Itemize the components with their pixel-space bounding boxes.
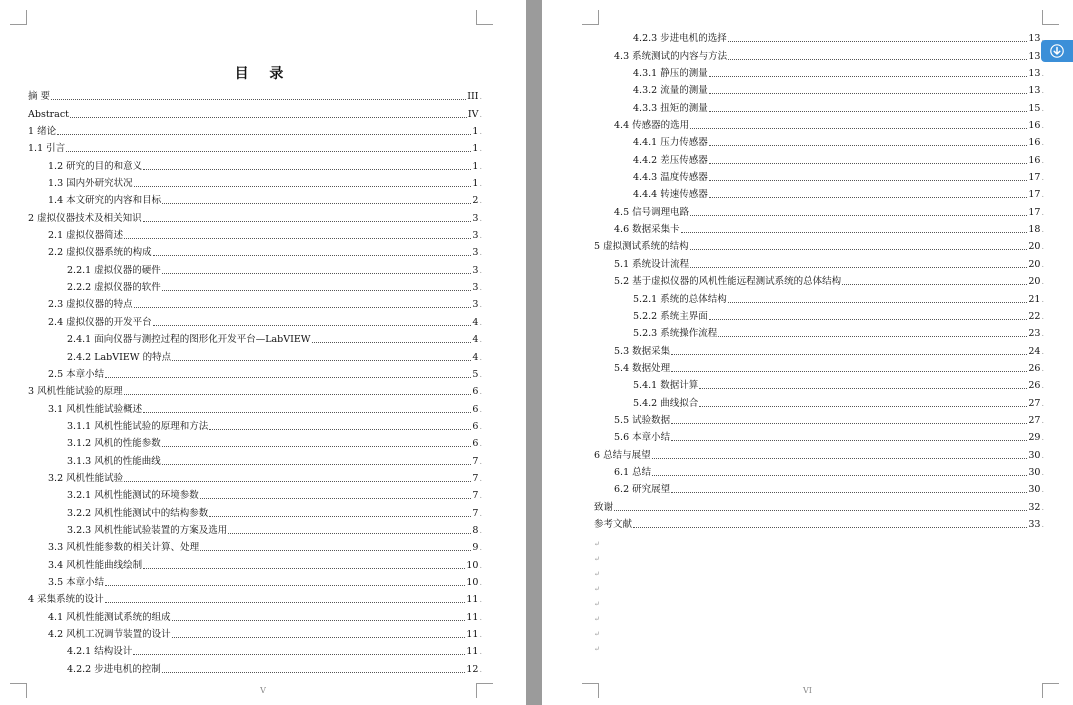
toc-entry[interactable] <box>28 381 482 398</box>
toc-entry-title: 5.2.3 系统操作流程 <box>633 328 718 340</box>
toc-entry[interactable] <box>594 132 1044 149</box>
toc-entry-title: 1.4 本文研究的内容和目标 <box>48 195 162 207</box>
toc-entry[interactable] <box>594 201 1044 218</box>
toc-entry-title: 2.4.1 面向仪器与测控过程的图形化开发平台—LabVIEW <box>67 334 311 346</box>
dot-leader <box>172 637 466 638</box>
toc-entry-title: 2.3 虚拟仪器的特点 <box>48 299 133 311</box>
toc-entry[interactable] <box>594 63 1044 80</box>
toc-entry[interactable] <box>28 416 482 433</box>
dot-leader <box>209 516 471 517</box>
toc-entry-title: 3.1 风机性能试验概述 <box>48 403 143 415</box>
toc-entry-title: 4.5 信号调理电路 <box>614 206 690 218</box>
toc-entry-title: 1.3 国内外研究状况 <box>48 178 133 190</box>
dot-leader <box>105 585 465 586</box>
toc-entry[interactable] <box>594 358 1044 375</box>
toc-entry-page: 13 . <box>1028 85 1044 97</box>
toc-entry[interactable] <box>28 207 482 224</box>
toc-entry-title: 3.3 风机性能参数的相关计算、处理 <box>48 542 200 554</box>
toc-entry-page: 13 . <box>1028 51 1044 63</box>
dot-leader <box>728 41 1028 42</box>
toc-entry-page: 16 . <box>1028 155 1044 167</box>
toc-entry-page: 26 . <box>1028 380 1044 392</box>
dot-leader <box>652 475 1027 476</box>
toc-entry-title: 摘 要 <box>28 91 51 103</box>
toc-entry-page: 20 . <box>1028 276 1044 288</box>
toc-entry[interactable] <box>594 288 1044 305</box>
page-number: V <box>260 686 266 695</box>
toc-entry-page: 4 . <box>472 334 482 346</box>
toc-entry[interactable] <box>28 485 482 502</box>
dot-leader <box>143 169 471 170</box>
toc-entry-title: 参考文献 <box>594 518 633 530</box>
dot-leader <box>681 232 1028 233</box>
toc-entry[interactable] <box>28 364 482 381</box>
toc-entry-title: 1.2 研究的目的和意义 <box>48 160 143 172</box>
dot-leader <box>699 406 1027 407</box>
toc-entry-title: 2.1 虚拟仪器简述 <box>48 230 124 242</box>
toc-entry-title: 5.4.1 数据计算 <box>633 380 699 392</box>
dot-leader <box>671 440 1027 441</box>
toc-entry[interactable] <box>28 277 482 294</box>
toc-entry-title: 1 绪论 <box>28 126 57 138</box>
dot-leader <box>162 672 466 673</box>
dot-leader <box>143 568 465 569</box>
toc-entry-title: 3.2.1 风机性能测试的环境参数 <box>67 490 199 502</box>
toc-entry[interactable] <box>28 468 482 485</box>
toc-entry-title: 4.2.3 步进电机的选择 <box>633 33 727 45</box>
dot-leader <box>105 377 471 378</box>
toc-entry[interactable] <box>594 236 1044 253</box>
toc-entry[interactable] <box>28 103 482 120</box>
toc-entry-title: 3.1.3 风机的性能曲线 <box>67 455 161 467</box>
toc-entry[interactable] <box>594 115 1044 132</box>
dot-leader <box>690 249 1028 250</box>
toc-entry-page: 24 . <box>1028 346 1044 358</box>
toc-entry-page: 17 . <box>1028 172 1044 184</box>
toc-entry-page: 27 . <box>1028 415 1044 427</box>
toc-entry-page: 16 . <box>1028 120 1044 132</box>
toc-entry-page: 26 . <box>1028 363 1044 375</box>
toc-entry-page: 6 . <box>472 386 482 398</box>
dot-leader <box>143 412 471 413</box>
toc-entry[interactable] <box>28 138 482 155</box>
toc-entry-page: 22 . <box>1028 311 1044 323</box>
dot-leader <box>162 446 472 447</box>
toc-entry-page: 17 . <box>1028 189 1044 201</box>
toc-entry[interactable] <box>28 242 482 259</box>
toc-entry[interactable] <box>28 658 482 675</box>
dot-leader <box>172 620 466 621</box>
toc-entry-page: 20 . <box>1028 241 1044 253</box>
toc-entry[interactable] <box>594 219 1044 236</box>
toc-entry-title: 5.4.2 曲线拟合 <box>633 397 699 409</box>
dot-leader <box>690 215 1027 216</box>
toc-entry[interactable] <box>594 427 1044 444</box>
toc-entry[interactable] <box>594 184 1044 201</box>
toc-entry-title: 5.2.1 系统的总体结构 <box>633 293 727 305</box>
toc-entry[interactable] <box>28 589 482 606</box>
dot-leader <box>728 302 1028 303</box>
toc-entry-page: 7 . <box>472 473 482 485</box>
toc-entry-title: 4.3.1 静压的测量 <box>633 68 708 80</box>
toc-entry-page: 6 . <box>472 438 482 450</box>
toc-entry-title: 4.4.1 压力传感器 <box>633 137 708 149</box>
toc-entry-page: 23 . <box>1028 328 1044 340</box>
toc-entry[interactable] <box>28 329 482 346</box>
dot-leader <box>671 371 1027 372</box>
dot-leader <box>671 354 1027 355</box>
toc-entry[interactable] <box>594 323 1044 340</box>
toc-entry[interactable] <box>594 340 1044 357</box>
toc-entry-page: 30 . <box>1028 450 1044 462</box>
toc-entry[interactable] <box>28 225 482 242</box>
toc-entry-title: 3.2.2 风机性能测试中的结构参数 <box>67 507 209 519</box>
toc-entry-title: 4.2.2 步进电机的控制 <box>67 663 161 675</box>
dot-leader <box>153 325 472 326</box>
toc-entry[interactable] <box>28 433 482 450</box>
toc-entry-page: 18 . <box>1028 224 1044 236</box>
toc-entry-page: 10 . <box>466 577 482 589</box>
toc-entry-title: 6.1 总结 <box>614 466 652 478</box>
toc-entry[interactable] <box>28 259 482 276</box>
toc-entry-page: 32 . <box>1028 502 1044 514</box>
toc-entry-title: 5.2 基于虚拟仪器的风机性能远程测试系统的总体结构 <box>614 276 842 288</box>
dot-leader <box>162 464 472 465</box>
toc-entry-title: 4.3.3 扭矩的测量 <box>633 102 708 114</box>
toc-entry-page: 33 . <box>1028 519 1044 531</box>
toc-entry[interactable] <box>594 444 1044 461</box>
toc-entry-page: 6 . <box>472 421 482 433</box>
toc-entry-title: 2.2.1 虚拟仪器的硬件 <box>67 264 161 276</box>
toc-entry-title: 2.2 虚拟仪器系统的构成 <box>48 247 152 259</box>
dot-leader <box>134 307 472 308</box>
arrow-down-icon <box>1050 44 1064 58</box>
dot-leader <box>162 203 471 204</box>
toc-entry-page: 29 . <box>1028 432 1044 444</box>
toc-entry-title: 4 采集系统的设计 <box>28 594 104 606</box>
toc-entry[interactable] <box>28 520 482 537</box>
dot-leader <box>162 273 472 274</box>
toc-entry-page: 11 . <box>466 612 482 624</box>
dot-leader <box>709 319 1028 320</box>
toc-entry-page: III . <box>467 91 482 103</box>
dot-leader <box>162 290 472 291</box>
dot-leader <box>209 429 471 430</box>
toc-entry-title: 5.6 本章小结 <box>614 432 671 444</box>
dot-leader <box>134 186 472 187</box>
toc-entry-page: 17 . <box>1028 207 1044 219</box>
toc-entry-page: 5 . <box>472 369 482 381</box>
page-number: VI <box>803 686 812 695</box>
toc-entry-title: 4.4.4 转速传感器 <box>633 189 708 201</box>
toc-entry-page: 3 . <box>472 230 482 242</box>
toc-entry[interactable] <box>28 554 482 571</box>
toc-entry[interactable] <box>594 253 1044 270</box>
toc-entry-page: 15 . <box>1028 103 1044 115</box>
dot-leader <box>143 221 472 222</box>
dot-leader <box>200 498 472 499</box>
toc-entry[interactable] <box>594 479 1044 496</box>
toc-entry-page: 9 . <box>472 542 482 554</box>
dot-leader <box>690 267 1027 268</box>
toc-entry-page: 10 . <box>466 560 482 572</box>
toc-entry-title: 2.4 虚拟仪器的开发平台 <box>48 316 152 328</box>
toc-entry-title: 4.4 传感器的选用 <box>614 120 690 132</box>
dot-leader <box>842 284 1027 285</box>
dot-leader <box>709 76 1028 77</box>
toc-entry[interactable] <box>28 294 482 311</box>
dot-leader <box>614 510 1027 511</box>
dot-leader <box>652 458 1028 459</box>
toc-entry-title: 5.2.2 系统主界面 <box>633 310 708 322</box>
toc-entry-title: 1.1 引言 <box>28 143 66 155</box>
toc-entry-page: 1 . <box>472 161 482 173</box>
toc-entry-page: 30 . <box>1028 484 1044 496</box>
toc-entry-title: 3.1.1 风机性能试验的原理和方法 <box>67 420 209 432</box>
toc-entry-page: 8 . <box>472 525 482 537</box>
toc-entry[interactable] <box>594 514 1044 531</box>
toc-entry[interactable] <box>28 311 482 328</box>
toc-list-right <box>594 28 1044 531</box>
toc-entry[interactable] <box>594 28 1044 45</box>
toc-entry[interactable] <box>594 306 1044 323</box>
toc-entry-page: 3 . <box>472 299 482 311</box>
toc-entry-page: 7 . <box>472 490 482 502</box>
toc-entry-title: 3.5 本章小结 <box>48 576 105 588</box>
toc-entry[interactable] <box>594 80 1044 97</box>
corner-mark <box>582 10 599 25</box>
toc-entry-title: 3 风机性能试验的原理 <box>28 386 123 398</box>
toc-entry-page: 27 . <box>1028 398 1044 410</box>
toc-entry[interactable] <box>594 375 1044 392</box>
dot-leader <box>718 336 1027 337</box>
toc-entry-title: 5 虚拟测试系统的结构 <box>594 241 689 253</box>
toc-entry-title: 5.3 数据采集 <box>614 345 671 357</box>
dot-leader <box>312 342 472 343</box>
toc-entry-page: 13 . <box>1028 68 1044 80</box>
toc-entry[interactable] <box>28 190 482 207</box>
toc-entry-page: 7 . <box>472 508 482 520</box>
toc-entry[interactable] <box>594 45 1044 62</box>
toc-title: 目 录 <box>234 66 292 82</box>
toc-entry[interactable] <box>594 410 1044 427</box>
dot-leader <box>709 93 1028 94</box>
toc-entry-title: 4.2.1 结构设计 <box>67 646 133 658</box>
dot-leader <box>671 423 1027 424</box>
dot-leader <box>728 59 1027 60</box>
toc-entry[interactable] <box>28 86 482 103</box>
toc-entry[interactable] <box>28 641 482 658</box>
toc-entry-page: 30 . <box>1028 467 1044 479</box>
toc-entry-title: 5.5 试验数据 <box>614 414 671 426</box>
toc-entry-page: 1 . <box>472 178 482 190</box>
toc-entry-title: 4.6 数据采集卡 <box>614 224 680 236</box>
dot-leader <box>124 238 471 239</box>
dot-leader <box>690 128 1027 129</box>
toc-entry-title: 5.1 系统设计流程 <box>614 258 690 270</box>
toc-entry[interactable] <box>594 462 1044 479</box>
toc-entry[interactable] <box>594 97 1044 114</box>
toc-entry[interactable] <box>28 624 482 641</box>
toc-entry-page: 3 . <box>472 213 482 225</box>
dot-leader <box>709 163 1028 164</box>
toc-entry[interactable] <box>28 398 482 415</box>
corner-mark <box>10 10 27 25</box>
dot-leader <box>124 394 472 395</box>
toc-entry-page: 21 . <box>1028 294 1044 306</box>
toc-entry-page: 7 . <box>472 456 482 468</box>
toc-entry[interactable] <box>594 167 1044 184</box>
toc-entry-title: 4.2 风机工况调节装置的设计 <box>48 629 171 640</box>
dot-leader <box>124 481 471 482</box>
toc-entry[interactable] <box>28 502 482 519</box>
toc-entry[interactable] <box>28 155 482 172</box>
toc-entry-title: Abstract <box>28 108 69 120</box>
scroll-down-button[interactable] <box>1041 40 1073 62</box>
toc-entry[interactable] <box>594 496 1044 513</box>
toc-entry[interactable] <box>28 121 482 138</box>
toc-entry-page: 11 . <box>466 594 482 606</box>
toc-entry-title: 致谢 <box>594 501 614 513</box>
toc-entry-title: 3.2 风机性能试验 <box>48 472 124 484</box>
toc-entry-title: 4.1 风机性能测试系统的组成 <box>48 611 171 623</box>
dot-leader <box>709 145 1028 146</box>
dot-leader <box>200 550 471 551</box>
toc-entry-page: 4 . <box>472 317 482 329</box>
toc-entry-page: 13 . <box>1028 33 1044 45</box>
toc-entry[interactable] <box>28 537 482 554</box>
corner-mark <box>476 10 493 25</box>
dot-leader <box>57 134 471 135</box>
toc-entry-page: 3 . <box>472 282 482 294</box>
toc-entry[interactable] <box>594 271 1044 288</box>
toc-entry-title: 3.2.3 风机性能试验装置的方案及选用 <box>67 524 228 536</box>
toc-entry-title: 2 虚拟仪器技术及相关知识 <box>28 212 142 224</box>
toc-entry-title: 5.4 数据处理 <box>614 362 671 374</box>
dot-leader <box>51 99 466 100</box>
toc-entry-page: 4 . <box>472 352 482 364</box>
toc-entry-page: 1 . <box>472 143 482 155</box>
corner-mark <box>1042 10 1059 25</box>
paragraph-marks: ↵ ↵ ↵ ↵ ↵ ↵ ↵ ↵ <box>594 540 600 653</box>
toc-entry-title: 4.3 系统测试的内容与方法 <box>614 50 728 62</box>
toc-entry[interactable] <box>28 346 482 363</box>
toc-entry-title: 6 总结与展望 <box>594 449 651 461</box>
toc-entry-page: 12 . <box>466 664 482 676</box>
toc-entry-page: 6 . <box>472 404 482 416</box>
toc-entry-title: 6.2 研究展望 <box>614 484 671 496</box>
toc-entry-page: 20 . <box>1028 259 1044 271</box>
toc-entry-page: 16 . <box>1028 137 1044 149</box>
dot-leader <box>172 360 471 361</box>
toc-entry-page: 2 . <box>472 195 482 207</box>
toc-entry[interactable] <box>594 149 1044 166</box>
toc-entry-title: 4.3.2 流量的测量 <box>633 85 708 97</box>
toc-entry-page: 3 . <box>472 247 482 259</box>
dot-leader <box>105 602 466 603</box>
toc-list-left <box>28 86 482 676</box>
dot-leader <box>70 117 467 118</box>
toc-entry[interactable] <box>28 572 482 589</box>
dot-leader <box>709 111 1028 112</box>
toc-entry-page: 11 . <box>466 629 482 641</box>
toc-entry-page: IV . <box>468 109 482 121</box>
dot-leader <box>133 654 465 655</box>
toc-entry-page: 3 . <box>472 265 482 277</box>
toc-entry-title: 2.4.2 LabVIEW 的特点 <box>67 351 172 363</box>
toc-entry[interactable] <box>594 392 1044 409</box>
dot-leader <box>228 533 471 534</box>
toc-entry-title: 3.1.2 风机的性能参数 <box>67 438 161 450</box>
dot-leader <box>66 151 471 152</box>
toc-entry[interactable] <box>28 606 482 623</box>
toc-entry-title: 3.4 风机性能曲线绘制 <box>48 559 143 571</box>
toc-entry-page: 1 . <box>472 126 482 138</box>
dot-leader <box>153 255 472 256</box>
toc-entry[interactable] <box>28 450 482 467</box>
toc-entry-page: 11 . <box>466 646 482 658</box>
toc-entry-title: 4.4.2 差压传感器 <box>633 154 708 166</box>
toc-entry-title: 2.5 本章小结 <box>48 368 105 380</box>
toc-entry-title: 2.2.2 虚拟仪器的软件 <box>67 282 161 294</box>
dot-leader <box>633 527 1027 528</box>
dot-leader <box>709 197 1028 198</box>
dot-leader <box>699 388 1027 389</box>
dot-leader <box>709 180 1028 181</box>
toc-entry-title: 4.4.3 温度传感器 <box>633 172 708 184</box>
dot-leader <box>671 492 1027 493</box>
toc-entry[interactable] <box>28 173 482 190</box>
